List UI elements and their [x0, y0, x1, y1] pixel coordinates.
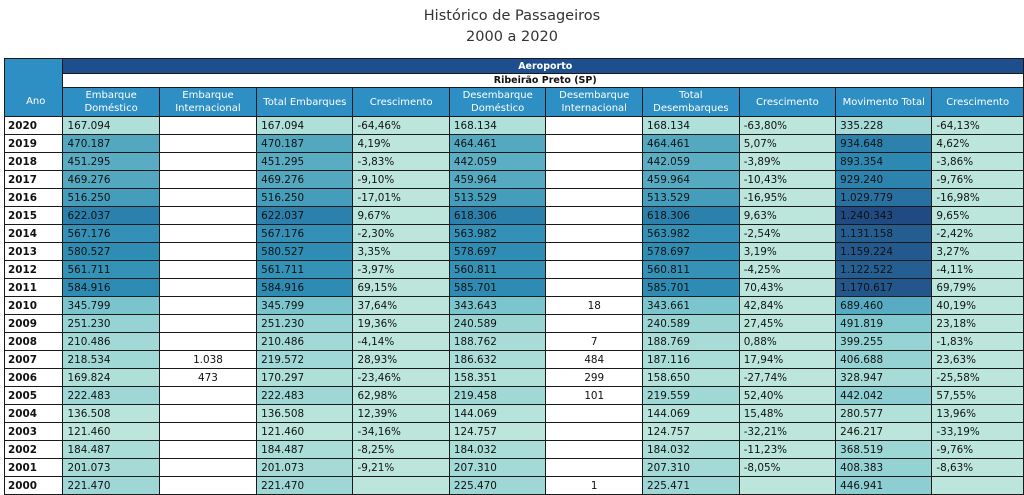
- value-cell: 27,45%: [739, 315, 835, 333]
- value-cell: 280.577: [836, 405, 932, 423]
- value-cell: 335.228: [836, 117, 932, 135]
- value-cell: [546, 441, 643, 459]
- value-cell: 1.131.158: [836, 225, 932, 243]
- value-cell: 167.094: [257, 117, 353, 135]
- value-cell: 446.941: [836, 477, 932, 495]
- value-cell: 893.354: [836, 153, 932, 171]
- year-cell: 2015: [5, 207, 63, 225]
- value-cell: -3,97%: [353, 261, 449, 279]
- table-container: [4, 58, 1024, 495]
- value-cell: 62,98%: [353, 387, 449, 405]
- value-cell: 470.187: [63, 135, 159, 153]
- value-cell: 144.069: [449, 405, 546, 423]
- value-cell: 9,67%: [353, 207, 449, 225]
- value-cell: -63,80%: [739, 117, 835, 135]
- value-cell: [159, 459, 256, 477]
- value-cell: 158.351: [449, 369, 546, 387]
- value-cell: -2,30%: [353, 225, 449, 243]
- value-cell: [159, 405, 256, 423]
- year-cell: 2002: [5, 441, 63, 459]
- value-cell: 470.187: [257, 135, 353, 153]
- value-cell: 201.073: [257, 459, 353, 477]
- value-cell: 584.916: [257, 279, 353, 297]
- value-cell: 1.240.343: [836, 207, 932, 225]
- value-cell: [159, 279, 256, 297]
- value-cell: 69,79%: [932, 279, 1024, 297]
- table-row: [5, 387, 1024, 405]
- value-cell: 399.255: [836, 333, 932, 351]
- table-row: [5, 135, 1024, 153]
- value-cell: [546, 243, 643, 261]
- value-cell: [159, 171, 256, 189]
- value-cell: 23,63%: [932, 351, 1024, 369]
- value-cell: 580.527: [63, 243, 159, 261]
- value-cell: [159, 315, 256, 333]
- value-cell: [546, 207, 643, 225]
- value-cell: -34,16%: [353, 423, 449, 441]
- value-cell: 484: [546, 351, 643, 369]
- value-cell: 13,96%: [932, 405, 1024, 423]
- value-cell: 464.461: [449, 135, 546, 153]
- value-cell: [546, 153, 643, 171]
- table-row: [5, 297, 1024, 315]
- value-cell: -3,89%: [739, 153, 835, 171]
- value-cell: -9,76%: [932, 441, 1024, 459]
- year-cell: 2019: [5, 135, 63, 153]
- value-cell: 15,48%: [739, 405, 835, 423]
- value-cell: 144.069: [643, 405, 740, 423]
- value-cell: 934.648: [836, 135, 932, 153]
- table-row: [5, 423, 1024, 441]
- column-header: Desembarque Internacional: [546, 88, 643, 117]
- title-line-1: Histórico de Passageiros: [423, 8, 601, 24]
- value-cell: [546, 459, 643, 477]
- value-cell: 1: [546, 477, 643, 495]
- value-cell: 3,19%: [739, 243, 835, 261]
- year-cell: 2004: [5, 405, 63, 423]
- value-cell: -3,86%: [932, 153, 1024, 171]
- value-cell: 186.632: [449, 351, 546, 369]
- value-cell: 121.460: [257, 423, 353, 441]
- value-cell: 513.529: [449, 189, 546, 207]
- value-cell: -32,21%: [739, 423, 835, 441]
- value-cell: 618.306: [449, 207, 546, 225]
- value-cell: -11,23%: [739, 441, 835, 459]
- value-cell: [159, 225, 256, 243]
- value-cell: -10,43%: [739, 171, 835, 189]
- table-row: [5, 117, 1024, 135]
- value-cell: -4,14%: [353, 333, 449, 351]
- value-cell: 40,19%: [932, 297, 1024, 315]
- value-cell: 4,19%: [353, 135, 449, 153]
- value-cell: [546, 261, 643, 279]
- value-cell: 221.470: [63, 477, 159, 495]
- value-cell: 560.811: [449, 261, 546, 279]
- year-cell: 2014: [5, 225, 63, 243]
- value-cell: 201.073: [63, 459, 159, 477]
- value-cell: 168.134: [449, 117, 546, 135]
- year-cell: 2000: [5, 477, 63, 495]
- value-cell: 12,39%: [353, 405, 449, 423]
- value-cell: 207.310: [449, 459, 546, 477]
- value-cell: 225.470: [449, 477, 546, 495]
- value-cell: 221.470: [257, 477, 353, 495]
- group-header: Aeroporto: [63, 59, 1024, 74]
- value-cell: [159, 153, 256, 171]
- value-cell: 578.697: [643, 243, 740, 261]
- value-cell: 343.661: [643, 297, 740, 315]
- year-cell: 2001: [5, 459, 63, 477]
- value-cell: 57,55%: [932, 387, 1024, 405]
- value-cell: -8,05%: [739, 459, 835, 477]
- table-row: [5, 189, 1024, 207]
- value-cell: 1.170.617: [836, 279, 932, 297]
- value-cell: 121.460: [63, 423, 159, 441]
- value-cell: 124.757: [449, 423, 546, 441]
- value-cell: 1.159.224: [836, 243, 932, 261]
- year-cell: 2012: [5, 261, 63, 279]
- value-cell: 167.094: [63, 117, 159, 135]
- value-cell: 101: [546, 387, 643, 405]
- value-cell: 240.589: [643, 315, 740, 333]
- value-cell: -4,11%: [932, 261, 1024, 279]
- value-cell: 246.217: [836, 423, 932, 441]
- value-cell: [159, 297, 256, 315]
- value-cell: 69,15%: [353, 279, 449, 297]
- value-cell: 516.250: [63, 189, 159, 207]
- value-cell: [932, 477, 1024, 495]
- value-cell: [546, 189, 643, 207]
- value-cell: [159, 243, 256, 261]
- value-cell: -25,58%: [932, 369, 1024, 387]
- table-row: [5, 171, 1024, 189]
- value-cell: -16,98%: [932, 189, 1024, 207]
- value-cell: 52,40%: [739, 387, 835, 405]
- value-cell: 459.964: [643, 171, 740, 189]
- value-cell: 451.295: [257, 153, 353, 171]
- value-cell: 207.310: [643, 459, 740, 477]
- value-cell: 28,93%: [353, 351, 449, 369]
- value-cell: -2,54%: [739, 225, 835, 243]
- value-cell: [159, 117, 256, 135]
- column-header: Embarque Internacional: [159, 88, 256, 117]
- value-cell: [159, 189, 256, 207]
- table-row: [5, 153, 1024, 171]
- value-cell: [546, 171, 643, 189]
- value-cell: 442.042: [836, 387, 932, 405]
- value-cell: -9,10%: [353, 171, 449, 189]
- value-cell: -9,76%: [932, 171, 1024, 189]
- value-cell: 299: [546, 369, 643, 387]
- year-cell: 2017: [5, 171, 63, 189]
- value-cell: 459.964: [449, 171, 546, 189]
- value-cell: -3,83%: [353, 153, 449, 171]
- value-cell: 168.134: [643, 117, 740, 135]
- value-cell: 561.711: [63, 261, 159, 279]
- value-cell: 218.534: [63, 351, 159, 369]
- column-header: Total Desembarques: [643, 88, 740, 117]
- value-cell: 473: [159, 369, 256, 387]
- value-cell: 136.508: [257, 405, 353, 423]
- value-cell: [546, 423, 643, 441]
- value-cell: [546, 135, 643, 153]
- value-cell: 567.176: [63, 225, 159, 243]
- value-cell: 442.059: [449, 153, 546, 171]
- value-cell: 0,88%: [739, 333, 835, 351]
- value-cell: -64,46%: [353, 117, 449, 135]
- value-cell: 469.276: [63, 171, 159, 189]
- value-cell: 469.276: [257, 171, 353, 189]
- value-cell: 188.769: [643, 333, 740, 351]
- value-cell: -2,42%: [932, 225, 1024, 243]
- table-row: [5, 261, 1024, 279]
- value-cell: [353, 477, 449, 495]
- value-cell: 219.458: [449, 387, 546, 405]
- value-cell: 5,07%: [739, 135, 835, 153]
- value-cell: -4,25%: [739, 261, 835, 279]
- column-header: Movimento Total: [836, 88, 932, 117]
- value-cell: 516.250: [257, 189, 353, 207]
- airport-header: Ribeirão Preto (SP): [63, 74, 1024, 88]
- value-cell: 563.982: [449, 225, 546, 243]
- value-cell: 187.116: [643, 351, 740, 369]
- value-cell: 561.711: [257, 261, 353, 279]
- value-cell: 23,18%: [932, 315, 1024, 333]
- table-row: [5, 459, 1024, 477]
- column-header: Embarque Doméstico: [63, 88, 159, 117]
- table-row: [5, 243, 1024, 261]
- value-cell: [159, 135, 256, 153]
- value-cell: 4,62%: [932, 135, 1024, 153]
- value-cell: 618.306: [643, 207, 740, 225]
- value-cell: 124.757: [643, 423, 740, 441]
- year-cell: 2005: [5, 387, 63, 405]
- value-cell: 408.383: [836, 459, 932, 477]
- value-cell: [159, 261, 256, 279]
- year-cell: 2008: [5, 333, 63, 351]
- value-cell: 170.297: [257, 369, 353, 387]
- value-cell: 513.529: [643, 189, 740, 207]
- value-cell: 210.486: [63, 333, 159, 351]
- year-cell: 2010: [5, 297, 63, 315]
- value-cell: [159, 441, 256, 459]
- value-cell: 219.572: [257, 351, 353, 369]
- value-cell: -9,21%: [353, 459, 449, 477]
- table-row: [5, 207, 1024, 225]
- passenger-table: [4, 58, 1024, 495]
- value-cell: -16,95%: [739, 189, 835, 207]
- value-cell: 584.916: [63, 279, 159, 297]
- value-cell: -8,63%: [932, 459, 1024, 477]
- value-cell: 491.819: [836, 315, 932, 333]
- value-cell: [159, 477, 256, 495]
- value-cell: 343.643: [449, 297, 546, 315]
- value-cell: 1.122.522: [836, 261, 932, 279]
- year-cell: 2006: [5, 369, 63, 387]
- value-cell: 184.032: [449, 441, 546, 459]
- value-cell: 567.176: [257, 225, 353, 243]
- value-cell: 345.799: [63, 297, 159, 315]
- value-cell: 585.701: [643, 279, 740, 297]
- value-cell: 451.295: [63, 153, 159, 171]
- value-cell: 622.037: [257, 207, 353, 225]
- value-cell: 1.029.779: [836, 189, 932, 207]
- year-cell: 2013: [5, 243, 63, 261]
- value-cell: 219.559: [643, 387, 740, 405]
- value-cell: 158.650: [643, 369, 740, 387]
- value-cell: 9,63%: [739, 207, 835, 225]
- value-cell: 222.483: [257, 387, 353, 405]
- value-cell: 585.701: [449, 279, 546, 297]
- value-cell: 328.947: [836, 369, 932, 387]
- value-cell: 406.688: [836, 351, 932, 369]
- year-cell: 2016: [5, 189, 63, 207]
- value-cell: 19,36%: [353, 315, 449, 333]
- value-cell: 929.240: [836, 171, 932, 189]
- year-cell: 2009: [5, 315, 63, 333]
- value-cell: [159, 207, 256, 225]
- value-cell: 210.486: [257, 333, 353, 351]
- value-cell: 368.519: [836, 441, 932, 459]
- value-cell: 345.799: [257, 297, 353, 315]
- table-row: [5, 279, 1024, 297]
- value-cell: [159, 423, 256, 441]
- value-cell: [546, 117, 643, 135]
- year-cell: 2018: [5, 153, 63, 171]
- value-cell: 3,35%: [353, 243, 449, 261]
- value-cell: -8,25%: [353, 441, 449, 459]
- title-line-2: 2000 a 2020: [466, 29, 558, 45]
- year-column-header: Ano: [5, 59, 63, 117]
- value-cell: 464.461: [643, 135, 740, 153]
- value-cell: 9,65%: [932, 207, 1024, 225]
- value-cell: 251.230: [257, 315, 353, 333]
- table-row: [5, 225, 1024, 243]
- value-cell: 622.037: [63, 207, 159, 225]
- value-cell: [159, 333, 256, 351]
- value-cell: [546, 315, 643, 333]
- year-cell: 2007: [5, 351, 63, 369]
- column-header: Desembarque Doméstico: [449, 88, 546, 117]
- value-cell: 169.824: [63, 369, 159, 387]
- value-cell: 563.982: [643, 225, 740, 243]
- year-cell: 2003: [5, 423, 63, 441]
- table-row: [5, 333, 1024, 351]
- value-cell: [159, 387, 256, 405]
- value-cell: 580.527: [257, 243, 353, 261]
- value-cell: -17,01%: [353, 189, 449, 207]
- value-cell: 222.483: [63, 387, 159, 405]
- value-cell: 240.589: [449, 315, 546, 333]
- value-cell: 689.460: [836, 297, 932, 315]
- table-row: [5, 315, 1024, 333]
- table-row: [5, 369, 1024, 387]
- value-cell: [546, 279, 643, 297]
- value-cell: -23,46%: [353, 369, 449, 387]
- value-cell: 188.762: [449, 333, 546, 351]
- year-cell: 2020: [5, 117, 63, 135]
- value-cell: 578.697: [449, 243, 546, 261]
- value-cell: 442.059: [643, 153, 740, 171]
- chart-title: [0, 6, 1024, 48]
- value-cell: -64,13%: [932, 117, 1024, 135]
- column-header: Crescimento: [739, 88, 835, 117]
- value-cell: 184.032: [643, 441, 740, 459]
- value-cell: -33,19%: [932, 423, 1024, 441]
- table-row: [5, 441, 1024, 459]
- value-cell: 7: [546, 333, 643, 351]
- value-cell: 37,64%: [353, 297, 449, 315]
- year-cell: 2011: [5, 279, 63, 297]
- value-cell: 560.811: [643, 261, 740, 279]
- column-header: Total Embarques: [257, 88, 353, 117]
- column-header: Crescimento: [932, 88, 1024, 117]
- value-cell: 42,84%: [739, 297, 835, 315]
- value-cell: [739, 477, 835, 495]
- value-cell: 184.487: [63, 441, 159, 459]
- value-cell: 3,27%: [932, 243, 1024, 261]
- value-cell: 136.508: [63, 405, 159, 423]
- value-cell: 70,43%: [739, 279, 835, 297]
- value-cell: -1,83%: [932, 333, 1024, 351]
- table-row: [5, 351, 1024, 369]
- table-row: [5, 477, 1024, 495]
- value-cell: 1.038: [159, 351, 256, 369]
- value-cell: [546, 405, 643, 423]
- value-cell: 17,94%: [739, 351, 835, 369]
- value-cell: 184.487: [257, 441, 353, 459]
- value-cell: 251.230: [63, 315, 159, 333]
- table-row: [5, 405, 1024, 423]
- value-cell: 225.471: [643, 477, 740, 495]
- value-cell: 18: [546, 297, 643, 315]
- value-cell: [546, 225, 643, 243]
- column-header: Crescimento: [353, 88, 449, 117]
- value-cell: -27,74%: [739, 369, 835, 387]
